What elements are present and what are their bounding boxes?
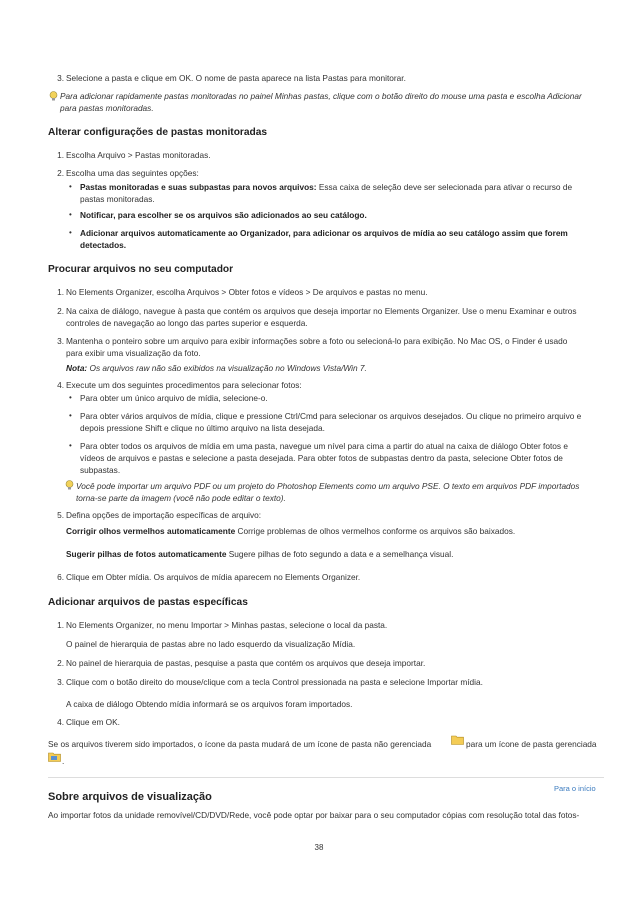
folder-icon: [451, 734, 464, 745]
step-item: 6. Clique em Obter mídia. Os arquivos de mídia aparecem no Elements Organizer.: [57, 572, 361, 582]
divider: [48, 777, 604, 778]
step-item: 4. Clique em OK.: [57, 717, 120, 727]
step-item: 1. Escolha Arquivo > Pastas monitoradas.: [57, 150, 211, 160]
step-item: 4. Execute um dos seguintes procedimentos para selecionar fotos:: [57, 380, 302, 390]
bullet-item-line2: detectados.: [80, 240, 127, 250]
step-item: 2. Escolha uma das seguintes opções:: [57, 168, 199, 178]
step-item: 1. No Elements Organizer, no menu Importar > Minhas pastas, selecione o local da pasta.: [57, 620, 388, 630]
section-heading: Procurar arquivos no seu computador: [48, 264, 234, 275]
section-heading: Adicionar arquivos de pastas específicas: [48, 597, 248, 608]
section-heading: Alterar configurações de pastas monitoradas: [48, 127, 268, 138]
step-item-line2: controles de navegação ao longo das partes superior e esquerda.: [66, 318, 308, 328]
paragraph: para um ícone de pasta gerenciada: [466, 739, 597, 749]
bullet-item: • Notificar, para escolher se os arquivos são adicionados ao seu catálogo.: [69, 210, 367, 220]
tip-text: Para adicionar rapidamente pastas monitoradas no painel Minhas pastas, clique com o botão direito do mouse uma pasta e escolha Adicionar: [60, 91, 582, 101]
back-to-top-link[interactable]: Para o início: [554, 784, 596, 793]
lightbulb-icon: [65, 480, 74, 490]
bullet-item: • Para obter todos os arquivos de mídia em uma pasta, navegue um nível para cima a partir do atual na caixa de diálogo Obter fotos e: [69, 441, 568, 451]
step-item: 3. Selecione a pasta e clique em OK. O nome de pasta aparece na lista Pastas para monitorar.: [57, 73, 406, 83]
note: Nota: Os arquivos raw não são exibidos na visualização no Windows Vista/Win 7.: [66, 363, 367, 373]
step-subtext: O painel de hierarquia de pastas abre no lado esquerdo da visualização Mídia.: [66, 639, 356, 649]
paragraph: Se os arquivos tiverem sido importados, o ícone da pasta mudará de um ícone de pasta não gerenciada: [48, 739, 432, 749]
step-item: 1. No Elements Organizer, escolha Arquivos > Obter fotos e vídeos > De arquivos e pastas no menu.: [57, 287, 428, 297]
tip-text-line2: para pastas monitoradas.: [60, 103, 154, 113]
bullet-item-line2: depois pressione Shift e clique no último arquivo na lista desejada.: [80, 423, 325, 433]
paragraph-end: .: [62, 756, 65, 766]
bullet-item-line2: vídeos de arquivos e pastas e selecione a pasta desejada. Para obter fotos de subpastas dentro da pasta, selecione Obter fotos de: [80, 453, 563, 463]
step-item: 2. No painel de hierarquia de pastas, pesquise a pasta que contém os arquivos que deseja importar.: [57, 658, 426, 668]
step-item: 2. Na caixa de diálogo, navegue à pasta que contém os arquivos que deseja importar no Elements Organizer. Use o menu Examinar e outros: [57, 306, 577, 316]
bullet-item: • Pastas monitoradas e suas subpastas para novos arquivos: Essa caixa de seleção deve ser selecionada para ativar o recurso de: [69, 182, 573, 192]
page-number: 38: [314, 843, 324, 852]
step-item: 3. Mantenha o ponteiro sobre um arquivo para exibir informações sobre a foto ou selecioná-lo para exibição. No Mac OS, o Finder é usado: [57, 336, 568, 346]
bullet-item-line2: pastas monitoradas.: [80, 194, 155, 204]
bullet-item: • Para obter vários arquivos de mídia, clique e pressione Ctrl/Cmd para selecionar os arquivos desejados. Ou clique no primeiro arquivo e: [69, 411, 582, 421]
option-item: Sugerir pilhas de fotos automaticamente Sugere pilhas de foto segundo a data e a semelhança visual.: [66, 549, 454, 559]
lightbulb-icon: [49, 91, 58, 101]
section-heading: Sobre arquivos de visualização: [48, 791, 212, 803]
step-item: 3. Clique com o botão direito do mouse/clique com a tecla Control pressionada na pasta e selecione Importar mídia.: [57, 677, 483, 687]
tip-text-line2: torna-se parte da imagem (você não pode editar o texto).: [76, 493, 286, 503]
option-item: Corrigir olhos vermelhos automaticamente Corrige problemas de olhos vermelhos conforme os arquivos são baixados.: [66, 526, 516, 536]
tip-text: Você pode importar um arquivo PDF ou um projeto do Photoshop Elements como um arquivo PSE. O texto em arquivos PDF importados: [76, 481, 580, 491]
bullet-item-line3: subpastas.: [80, 465, 121, 475]
bullet-item: • Para obter um único arquivo de mídia, selecione-o.: [69, 393, 268, 403]
step-item-line2: para exibir uma visualização da foto.: [66, 348, 201, 358]
step-subtext: A caixa de diálogo Obtendo mídia informará se os arquivos foram importados.: [66, 699, 353, 709]
bullet-item: • Adicionar arquivos automaticamente ao Organizador, para adicionar os arquivos de mídia ao seu catálogo assim que forem: [69, 228, 568, 238]
step-item: 5. Defina opções de importação específicas de arquivo:: [57, 510, 262, 520]
managed-folder-icon: [48, 751, 61, 762]
paragraph: Ao importar fotos da unidade removível/CD/DVD/Rede, você pode optar por baixar para o seu computador cópias com resolução total das fotos-: [48, 810, 580, 820]
